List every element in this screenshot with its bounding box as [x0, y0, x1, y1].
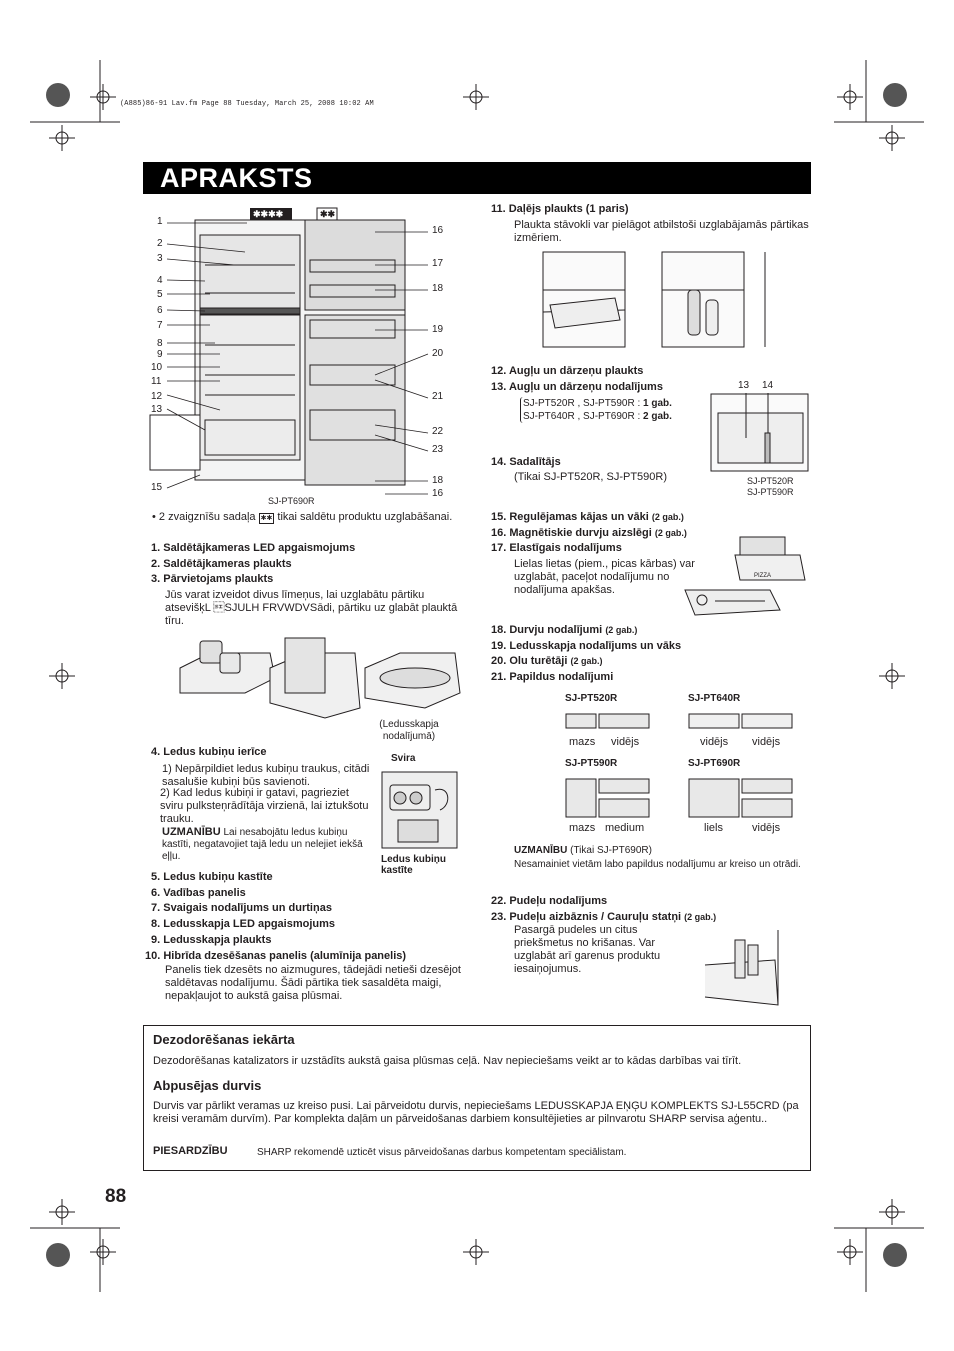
ledusskapja-caption: (Ledusskapja nodalījumā)	[379, 719, 439, 742]
caution-text: SHARP rekomendē uzticēt visus pārveidošanas darbus kompetentam speciālistam.	[257, 1147, 627, 1158]
item-20-note: (2 gab.)	[570, 656, 603, 666]
item-12: 12. Augļu un dārzeņu plaukts	[491, 365, 644, 377]
item-22: 22. Pudeļu nodalījums	[491, 895, 608, 907]
callout-18: 18	[432, 283, 444, 294]
items-1-3	[151, 541, 355, 588]
line2-qty: 2 gab.	[643, 411, 672, 422]
line1-models: SJ-PT520R , SJ-PT590R :	[523, 398, 641, 409]
model-690-l1: liels	[704, 822, 723, 834]
callout-18b: 18	[432, 475, 444, 486]
uzmanibu-text: Lai nesabojātu ledus kubiņu kastīti, negatavojiet tajā ledu un nelejiet iekšā eļļu.	[162, 827, 363, 862]
item-3: 3. Pārvietojams plaukts	[151, 573, 274, 585]
drawer-models: SJ-PT520R SJ-PT590R	[747, 476, 794, 497]
items-22-23	[491, 893, 716, 925]
items-15-17	[491, 510, 687, 557]
right-caution-text: Nesamainiet vietām labo papildus nodalījumu ar kreiso un otrādi.	[514, 859, 801, 870]
item-15-note: (2 gab.)	[651, 512, 684, 522]
item-17-text: 17. Elastīgais nodalījums	[491, 542, 622, 554]
callout-6: 6	[157, 305, 163, 316]
two-star-icon: ✱✱	[260, 515, 273, 522]
vegetable-drawer-illustration	[710, 393, 810, 473]
deodor-title: Dezodorēšanas iekārta	[153, 1032, 295, 1047]
item-4-step1: 1) Nepārpildiet ledus kubiņu traukus, citādi sasalušie kubiņi būs savienoti.	[162, 763, 370, 788]
item-9: 9. Ledusskapja plaukts	[151, 933, 272, 946]
callout-4: 4	[157, 275, 163, 286]
line2-models: SJ-PT640R , SJ-PT690R :	[523, 411, 641, 422]
item-13-line2	[523, 410, 672, 423]
model-640-l1: vidējs	[700, 736, 729, 748]
callout-10: 10	[151, 362, 163, 373]
callout-8: 8	[157, 338, 163, 349]
model-520-l2: vidējs	[611, 736, 640, 748]
item-17	[491, 541, 687, 557]
item-1: 1. Saldētājkameras LED apgaismojums	[151, 542, 356, 554]
right-uzmanibu-note: (Tikai SJ-PT690R)	[570, 845, 652, 856]
item-13: 13. Augļu un dārzeņu nodalījums	[491, 381, 663, 393]
callout-11: 11	[151, 376, 162, 387]
item-17-desc: Lielas lietas (piem., picas kārbas) var uzglabāt, paceļot nodalījumu no nodalījuma apakšas.	[514, 558, 695, 596]
item-20	[491, 654, 681, 670]
ledus-kastite-label: Ledus kubiņu kastīte	[381, 854, 446, 876]
ice-maker-illustration	[380, 770, 460, 850]
title-bar	[143, 162, 811, 194]
item-20-text: 20. Olu turētāji	[491, 655, 568, 667]
flexible-compartment-illustration	[680, 535, 810, 620]
file-header: (A885)86-91 Lav.fm Page 88 Tuesday, March 25, 2008 10:02 AM	[120, 100, 374, 108]
item-11-desc: Plaukta stāvokli var pielāgot atbilstoši uzglabājamās pārtikas izmēriem.	[514, 219, 809, 244]
item-15	[491, 510, 687, 526]
item-5: 5. Ledus kubiņu kastīte	[151, 871, 273, 883]
star-symbols	[250, 208, 337, 220]
item-14-title: 14. Sadalītājs	[491, 456, 561, 468]
fridge-diagram	[145, 205, 475, 505]
item-4-caution	[162, 826, 377, 863]
item-13-line1	[523, 397, 672, 410]
model-590-l2: medium	[605, 822, 645, 834]
model-520-name: SJ-PT520R	[565, 693, 618, 704]
callout-16: 16	[432, 225, 444, 236]
callout-16b: 16	[432, 488, 444, 499]
item-23	[491, 909, 716, 925]
item-7: 7. Svaigais nodalījums un durtiņas	[151, 902, 332, 915]
reverse-text: Durvis var pārlikt veramas uz kreiso pusi. Lai pārveidotu durvis, nepieciešams LEDUSSKAPJA EŅĢU KOMPLEKTS SJ-L55CRD (pa kreisi veramām durvīm). Par komplekta daļām un pārveidošanas darbiem konsultējieties ar pilnvarotu SHARP servisa aģentu..	[153, 1100, 799, 1125]
item-8: 8. Ledusskapja LED apgaismojums	[151, 918, 336, 931]
item-16	[491, 526, 687, 542]
svira-label: Svira	[391, 753, 416, 764]
callout-3: 3	[157, 253, 163, 264]
uzmanibu-label: UZMANĪBU	[162, 826, 221, 838]
item-2: 2. Saldētājkameras plaukts	[151, 557, 292, 570]
item-13-quantities	[520, 397, 672, 423]
compartment-690	[688, 773, 798, 823]
compartment-640	[688, 708, 798, 733]
compartment-520	[565, 708, 655, 733]
model-690-l2: vidējs	[752, 822, 781, 834]
star-note-text: • 2 zvaigznīšu sadaļa	[152, 511, 256, 523]
callout-22: 22	[432, 426, 444, 437]
num-13: 13	[738, 380, 750, 391]
reverse-title: Abpusējas durvis	[153, 1078, 262, 1093]
diagram-model-label: SJ-PT690R	[268, 496, 315, 506]
model-690-name: SJ-PT690R	[688, 758, 741, 769]
item-15-text: 15. Regulējamas kājas un vāki	[491, 511, 649, 523]
model-640-name: SJ-PT640R	[688, 693, 741, 704]
model-640-l2: vidējs	[752, 736, 781, 748]
model-590-l1: mazs	[569, 822, 596, 834]
item-11-title: 11. Daļējs plaukts (1 paris)	[491, 203, 629, 215]
callout-2: 2	[157, 238, 163, 249]
caution-label: PIESARDZĪBU	[153, 1145, 228, 1157]
deodor-text: Dezodorēšanas katalizators ir uzstādīts aukstā gaisa plūsmas ceļā. Nav nepieciešams veikt ar to kādas darbības vai tīrīt.	[153, 1055, 742, 1067]
item-18-text: 18. Durvju nodalījumi	[491, 624, 603, 636]
partial-shelf-illustration	[540, 250, 810, 350]
item-10: 10. Hibrīda dzesēšanas panelis (alumīnija panelis)	[145, 949, 407, 962]
item-21: 21. Papildus nodalījumi	[491, 670, 614, 683]
right-uzmanibu-label: UZMANĪBU	[514, 845, 568, 856]
item-23-text: 23. Pudeļu aizbāznis / Cauruļu statņi	[491, 911, 682, 923]
callout-19: 19	[432, 324, 444, 335]
items-12-13	[491, 363, 663, 395]
callout-23: 23	[432, 444, 444, 455]
item-14-desc: (Tikai SJ-PT520R, SJ-PT590R)	[514, 471, 668, 483]
item-16-note: (2 gab.)	[654, 527, 687, 538]
item-18-note: (2 gab.)	[605, 625, 638, 635]
item-3-desc: Jūs varat izveidot divus līmeņus, lai uzglabātu pārtiku atsevišķL SJULH FRVWDVSādi, pārtiku uz glabāt plauktā tīru.	[165, 589, 458, 627]
item-18	[491, 623, 681, 639]
item-23-note: (2 gab.)	[684, 912, 717, 922]
pizza-label: PIZZA	[754, 573, 772, 579]
item-23-desc: Pasargā pudeles un citus priekšmetus no krišanas. Var uzglabāt arī garenus produktu iesaiņojumus.	[514, 924, 661, 975]
num-14: 14	[762, 380, 774, 391]
page-title: APRAKSTS	[160, 163, 313, 193]
line1-qty: 1 gab.	[643, 398, 672, 409]
bottle-stopper-illustration	[700, 925, 810, 1010]
svg-text:✱✱✱✱: ✱✱✱✱	[253, 209, 284, 219]
callout-5: 5	[157, 289, 163, 300]
item-4-step2: 2) Kad ledus kubiņi ir gatavi, pagrieziet sviru pulksteņrādītāja virzienā, lai iztukšotu trauku.	[160, 787, 369, 825]
model-520-l1: mazs	[569, 736, 596, 748]
callout-20: 20	[432, 348, 444, 359]
item-4-title: 4. Ledus kubiņu ierīce	[151, 746, 267, 758]
item-10-desc: Panelis tiek dzesēts no aizmugures, tādejādi netieši dzesējot saldētavas nodalījumu. Šādi pārtika tiek sasaldēta maigi, nepakļaujot to aukstā gaisa plūsmai.	[165, 964, 461, 1002]
item-16-text: 16. Magnētiskie durvju aizslēgi	[491, 526, 652, 539]
right-caution	[514, 845, 652, 856]
callout-17: 17	[432, 258, 444, 269]
star-note-rest: tikai saldētu produktu uzglabāšanai.	[277, 511, 453, 523]
item-19: 19. Ledusskapja nodalījums un vāks	[491, 639, 682, 652]
page-number: 88	[105, 1186, 127, 1207]
star-note	[152, 511, 472, 524]
callout-7: 7	[157, 320, 163, 331]
svg-text:✱✱: ✱✱	[320, 209, 336, 219]
callout-12: 12	[151, 391, 163, 402]
callout-13: 13	[151, 404, 163, 415]
callout-9: 9	[157, 349, 163, 360]
model-590-name: SJ-PT590R	[565, 758, 618, 769]
item-6: 6. Vadības panelis	[151, 886, 246, 899]
callout-15: 15	[151, 482, 163, 493]
items-18-21	[491, 623, 681, 685]
compartment-590	[565, 773, 655, 823]
callout-21: 21	[432, 391, 444, 402]
shelf-illustrations	[175, 633, 465, 723]
callout-1: 1	[157, 216, 163, 227]
items-5-10	[145, 870, 407, 964]
